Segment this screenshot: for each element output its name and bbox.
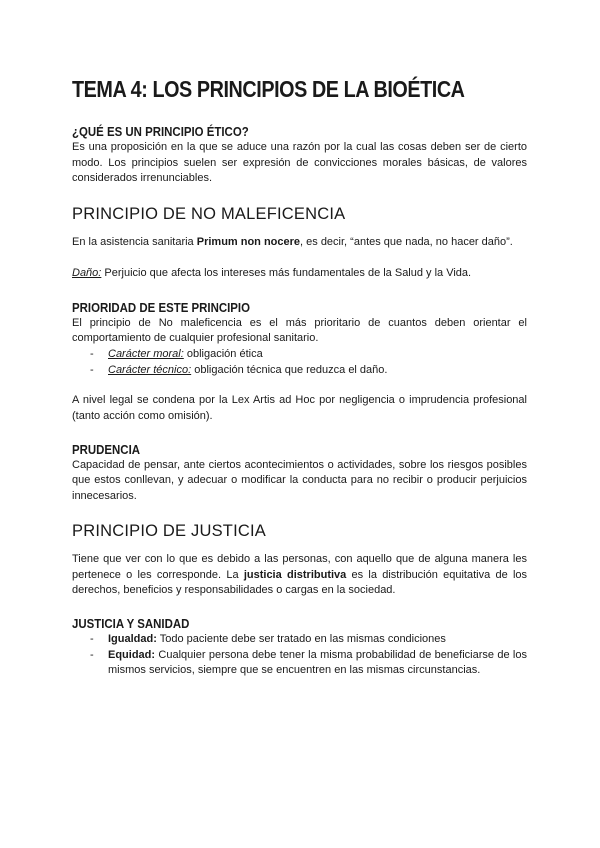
text-segment: obligación técnica que reduzca el daño. (191, 363, 388, 376)
bold-term: Igualdad: (108, 632, 157, 645)
list-item (90, 347, 527, 363)
list-item (90, 648, 527, 679)
underlined-term: Carácter moral: (108, 347, 184, 360)
heading-justicia-sanidad: JUSTICIA Y SANIDAD (72, 615, 190, 631)
paragraph-lex-artis: A nivel legal se condena por la Lex Artis ad Hoc por negligencia o imprudencia profesional (tanto acción como omisión). (72, 394, 527, 423)
text-segment: Tiene que ver con lo que es debido a las personas, con aquello que de alguna manera les pertenece o les corresponde. La (72, 552, 527, 581)
bold-term: Primum non nocere (196, 236, 301, 249)
heading-justicia: PRINCIPIO DE JUSTICIA (72, 521, 266, 540)
list-item (90, 363, 527, 379)
underlined-term: Carácter técnico: (108, 363, 192, 376)
list-item (90, 632, 527, 648)
document-title: TEMA 4: LOS PRINCIPIOS DE LA BIOÉTICA (72, 76, 465, 102)
paragraph-justicia (72, 552, 527, 599)
paragraph-primum-non-nocere (72, 235, 527, 251)
bold-term: Equidad: (108, 648, 156, 661)
text-segment: En la asistencia sanitaria (72, 236, 197, 249)
heading-prioridad: PRIORIDAD DE ESTE PRINCIPIO (72, 299, 250, 315)
text-segment: Cualquier persona debe tener la misma probabilidad de beneficiarse de los mismos servicios, siempre que se encuentren en las mismas circunstancias. (108, 648, 527, 677)
text-segment: obligación ética (183, 347, 263, 360)
heading-prudencia: PRUDENCIA (72, 441, 141, 457)
text-segment: , es decir, “antes que nada, no hacer daño”. (300, 236, 513, 249)
document-page (72, 74, 527, 679)
bold-term: justicia distributiva (243, 568, 347, 581)
paragraph-dano (72, 266, 527, 282)
paragraph-prudencia: Capacidad de pensar, ante ciertos acontecimientos o actividades, sobre los riesgos posibles que estos conllevan, y adecuar o modificar la conducta para no recibir o producir perjuicios innecesarios. (72, 458, 527, 503)
paragraph-principio-etico: Es una proposición en la que se aduce una razón por la cual las cosas deben ser de cierto modo. Los principios suelen ser expresión de convicciones morales básicas, de valores considerados irrenunciables. (72, 141, 527, 185)
underlined-term: Daño: (72, 266, 102, 279)
text-segment: Perjuicio que afecta los intereses más fundamentales de la Salud y la Vida. (101, 266, 472, 279)
text-segment: Todo paciente debe ser tratado en las mismas condiciones (156, 632, 446, 645)
list-justicia-sanidad (72, 632, 527, 679)
list-caracter (72, 347, 527, 378)
text-segment: es la distribución equitativa de los derechos, beneficios y responsabilidades o cargas en la sociedad. (72, 568, 528, 597)
heading-principio-etico: ¿QUÉ ES UN PRINCIPIO ÉTICO? (72, 124, 249, 139)
heading-no-maleficencia: PRINCIPIO DE NO MALEFICENCIA (72, 205, 346, 224)
paragraph-prioridad: El principio de No maleficencia es el más prioritario de cuantos deben orientar el comportamiento de cualquier profesional sanitario. (72, 316, 527, 345)
